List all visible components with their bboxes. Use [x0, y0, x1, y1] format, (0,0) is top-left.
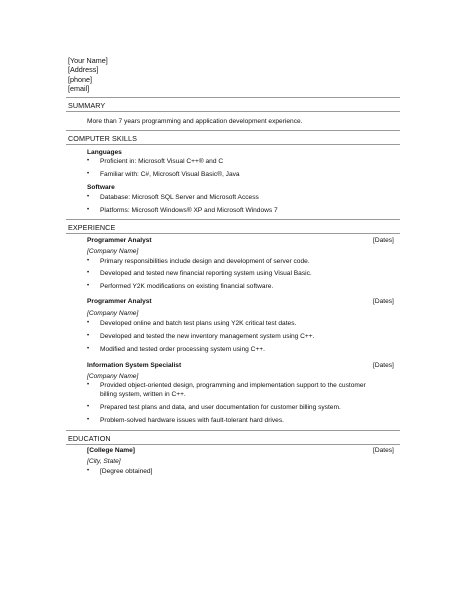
section-divider [66, 430, 400, 431]
bullet-icon: • [87, 207, 90, 213]
languages-heading: Languages [87, 149, 122, 156]
bullet-icon: • [87, 417, 90, 423]
software-heading: Software [87, 184, 115, 191]
bullet-icon: • [87, 333, 90, 339]
job-bullet: Prepared test plans and data, and user documentation for customer billing system. [100, 404, 341, 411]
job-dates: [Dates] [373, 237, 394, 244]
software-item: Platforms: Microsoft Windows® XP and Microsoft Windows 7 [100, 207, 278, 214]
job-title: Programmer Analyst [87, 237, 152, 244]
section-divider [66, 97, 400, 98]
job-bullet-continuation: billing system, written in C++. [100, 391, 186, 398]
section-divider [66, 444, 400, 445]
job-bullet: Problem-solved hardware issues with fault-tolerant hard drives. [100, 417, 284, 424]
job-bullet: Developed online and batch test plans using Y2K critical test dates. [100, 320, 297, 327]
job-company: [Company Name] [87, 373, 139, 380]
section-divider [66, 233, 400, 234]
bullet-icon: • [87, 468, 90, 474]
contact-email: [email] [68, 83, 90, 93]
software-item: Database: Microsoft SQL Server and Microsoft Access [100, 194, 259, 201]
job-title: Programmer Analyst [87, 298, 152, 305]
language-item: Familiar with: C#, Microsoft Visual Basic®, Java [100, 171, 240, 178]
job-bullet: Primary responsibilities include design and development of server code. [100, 258, 310, 265]
education-heading: EDUCATION [68, 434, 111, 443]
job-dates: [Dates] [373, 362, 394, 369]
bullet-icon: • [87, 270, 90, 276]
bullet-icon: • [87, 283, 90, 289]
college-location: [City, State] [87, 458, 121, 465]
bullet-icon: • [87, 382, 90, 388]
job-bullet: Provided object-oriented design, programming and implementation support to the customer [100, 382, 366, 389]
contact-phone: [phone] [68, 74, 92, 84]
section-divider [66, 130, 400, 131]
language-item: Proficient in: Microsoft Visual C++® and C [100, 158, 224, 165]
summary-text: More than 7 years programming and application development experience. [87, 118, 303, 125]
bullet-icon: • [87, 320, 90, 326]
education-dates: [Dates] [373, 447, 394, 454]
bullet-icon: • [87, 404, 90, 410]
job-bullet: Developed and tested the new inventory management system using C++. [100, 333, 315, 340]
college-name: [College Name] [87, 447, 135, 454]
job-bullet: Developed and tested new financial reporting system using Visual Basic. [100, 270, 312, 277]
job-dates: [Dates] [373, 298, 394, 305]
computer-skills-heading: COMPUTER SKILLS [68, 134, 137, 143]
job-title: Information System Specialist [87, 362, 182, 369]
contact-address: [Address] [68, 65, 99, 75]
bullet-icon: • [87, 346, 90, 352]
experience-heading: EXPERIENCE [68, 223, 116, 232]
bullet-icon: • [87, 258, 90, 264]
summary-heading: SUMMARY [68, 101, 106, 110]
job-bullet: Modified and tested order processing system using C++. [100, 346, 265, 353]
section-divider [66, 111, 400, 112]
job-company: [Company Name] [87, 248, 139, 255]
bullet-icon: • [87, 194, 90, 200]
job-bullet: Performed Y2K modifications on existing financial software. [100, 283, 274, 290]
contact-name: [Your Name] [68, 56, 108, 65]
bullet-icon: • [87, 158, 90, 164]
section-divider [66, 219, 400, 220]
job-company: [Company Name] [87, 310, 139, 317]
bullet-icon: • [87, 171, 90, 177]
section-divider [66, 144, 400, 145]
contact-block [68, 56, 108, 93]
degree-item: [Degree obtained] [100, 468, 153, 475]
